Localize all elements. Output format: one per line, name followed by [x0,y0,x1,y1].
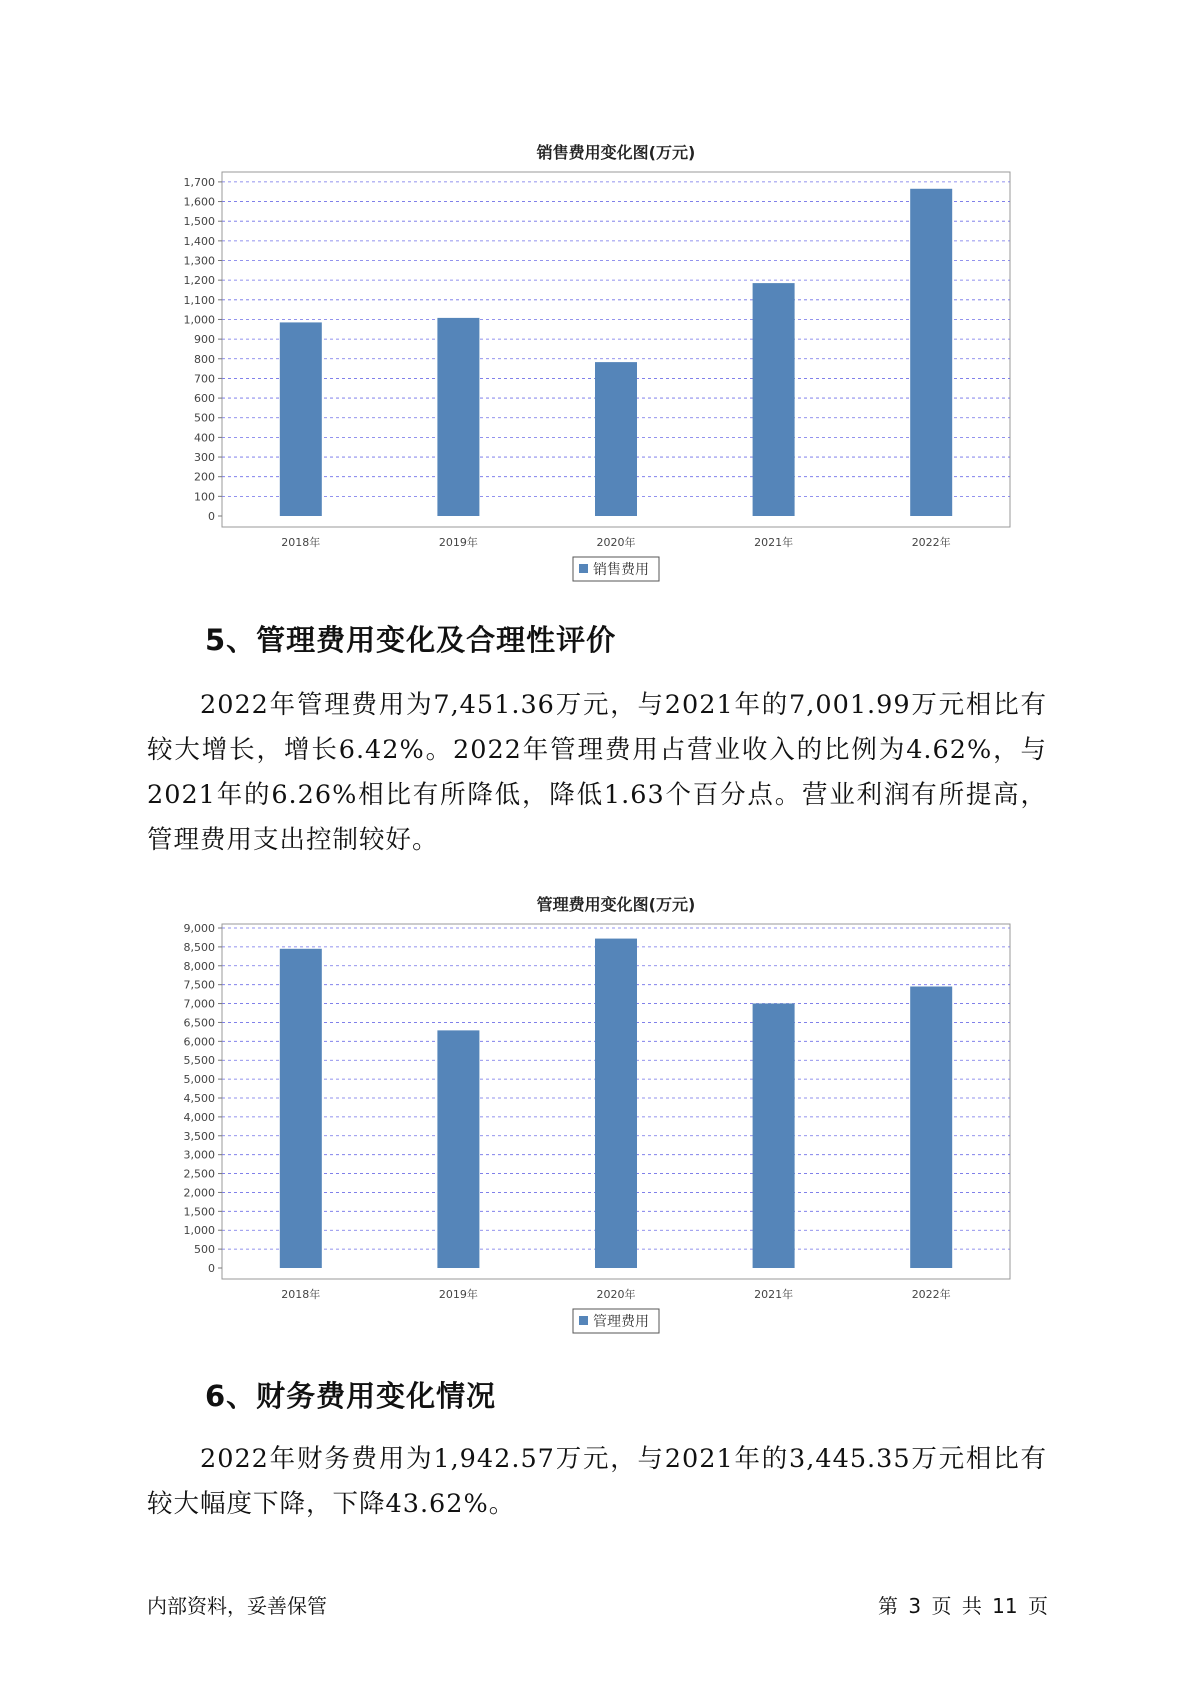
y-tick-label: 700 [194,372,215,386]
legend-swatch [579,564,588,573]
footer-confidential-note: 内部资料，妥善保管 [147,1594,327,1618]
y-tick-label: 9,000 [183,922,215,935]
admin-expense-chart [150,890,1020,1342]
y-tick-label: 7,500 [183,978,215,992]
bar [595,939,637,1268]
bar [280,949,322,1268]
chart-svg [150,890,1020,1342]
chart-title: 管理费用变化图(万元) [536,895,696,914]
x-tick-label: 2020年 [596,536,636,549]
y-tick-label: 900 [194,333,215,347]
footer-page-number: 第 3 页 共 11 页 [878,1594,1048,1618]
section-6-paragraph: 2022年财务费用为1,942.57万元，与2021年的3,445.35万元相比有较大幅度下降，下降43.62%。 [147,1444,1047,1519]
sales-expense-chart [150,138,1020,590]
y-tick-label: 6,000 [183,1035,215,1049]
y-tick-label: 1,000 [183,1224,215,1238]
bar [437,318,479,516]
x-tick-label: 2020年 [596,1288,636,1301]
section-6-heading: 6、财务费用变化情况 [205,1379,497,1413]
y-tick-label: 1,300 [183,254,215,268]
y-tick-label: 8,000 [183,959,215,973]
y-tick-label: 500 [194,1243,215,1257]
y-tick-label: 7,000 [183,997,215,1011]
y-tick-label: 200 [194,470,215,484]
chart-svg [150,138,1020,590]
x-tick-label: 2019年 [438,1288,478,1301]
y-tick-label: 2,500 [183,1167,215,1181]
y-tick-label: 1,200 [183,274,215,288]
bar [910,189,952,516]
y-tick-label: 4,000 [183,1110,215,1124]
y-tick-label: 600 [194,392,215,406]
y-tick-label: 1,700 [183,175,215,189]
y-tick-label: 6,500 [183,1016,215,1030]
x-tick-label: 2019年 [438,536,478,549]
y-tick-label: 800 [194,352,215,366]
y-tick-label: 3,500 [183,1129,215,1143]
y-tick-label: 1,000 [183,313,215,327]
section-5-heading: 5、管理费用变化及合理性评价 [205,623,617,657]
x-tick-label: 2022年 [911,1288,951,1301]
x-tick-label: 2021年 [754,1288,794,1301]
y-tick-label: 2,000 [183,1186,215,1200]
bar [753,283,795,516]
legend-label: 管理费用 [593,1314,649,1330]
y-tick-label: 1,400 [183,234,215,248]
bar [595,362,637,516]
x-tick-label: 2018年 [281,1288,321,1301]
y-tick-label: 3,000 [183,1148,215,1162]
y-tick-label: 500 [194,411,215,425]
y-tick-label: 300 [194,451,215,465]
y-tick-label: 1,500 [183,215,215,229]
y-tick-label: 4,500 [183,1092,215,1105]
legend-label: 销售费用 [593,562,649,578]
bar [753,1003,795,1268]
y-tick-label: 0 [208,1262,215,1275]
x-tick-label: 2018年 [281,536,321,549]
y-tick-label: 1,100 [183,293,215,307]
y-tick-label: 5,000 [183,1073,215,1087]
y-tick-label: 100 [194,490,215,504]
y-tick-label: 8,500 [183,940,215,954]
x-tick-label: 2022年 [911,536,951,549]
legend-swatch [579,1316,588,1325]
section-5-paragraph: 2022年管理费用为7,451.36万元，与2021年的7,001.99万元相比有较大增长，增长6.42%。2022年管理费用占营业收入的比例为4.62%，与2021年的6.26%相比有所降低，降低1.63个百分点。营业利润有所提高，管理费用支出控制较好。 [147,690,1047,855]
y-tick-label: 400 [194,431,215,445]
chart-title: 销售费用变化图(万元) [536,143,696,162]
y-tick-label: 5,500 [183,1054,215,1068]
y-tick-label: 1,500 [183,1205,215,1219]
y-tick-label: 0 [208,510,215,523]
bar [437,1030,479,1268]
y-tick-label: 1,600 [183,195,215,209]
bar [910,987,952,1268]
x-tick-label: 2021年 [754,536,794,549]
bar [280,322,322,516]
